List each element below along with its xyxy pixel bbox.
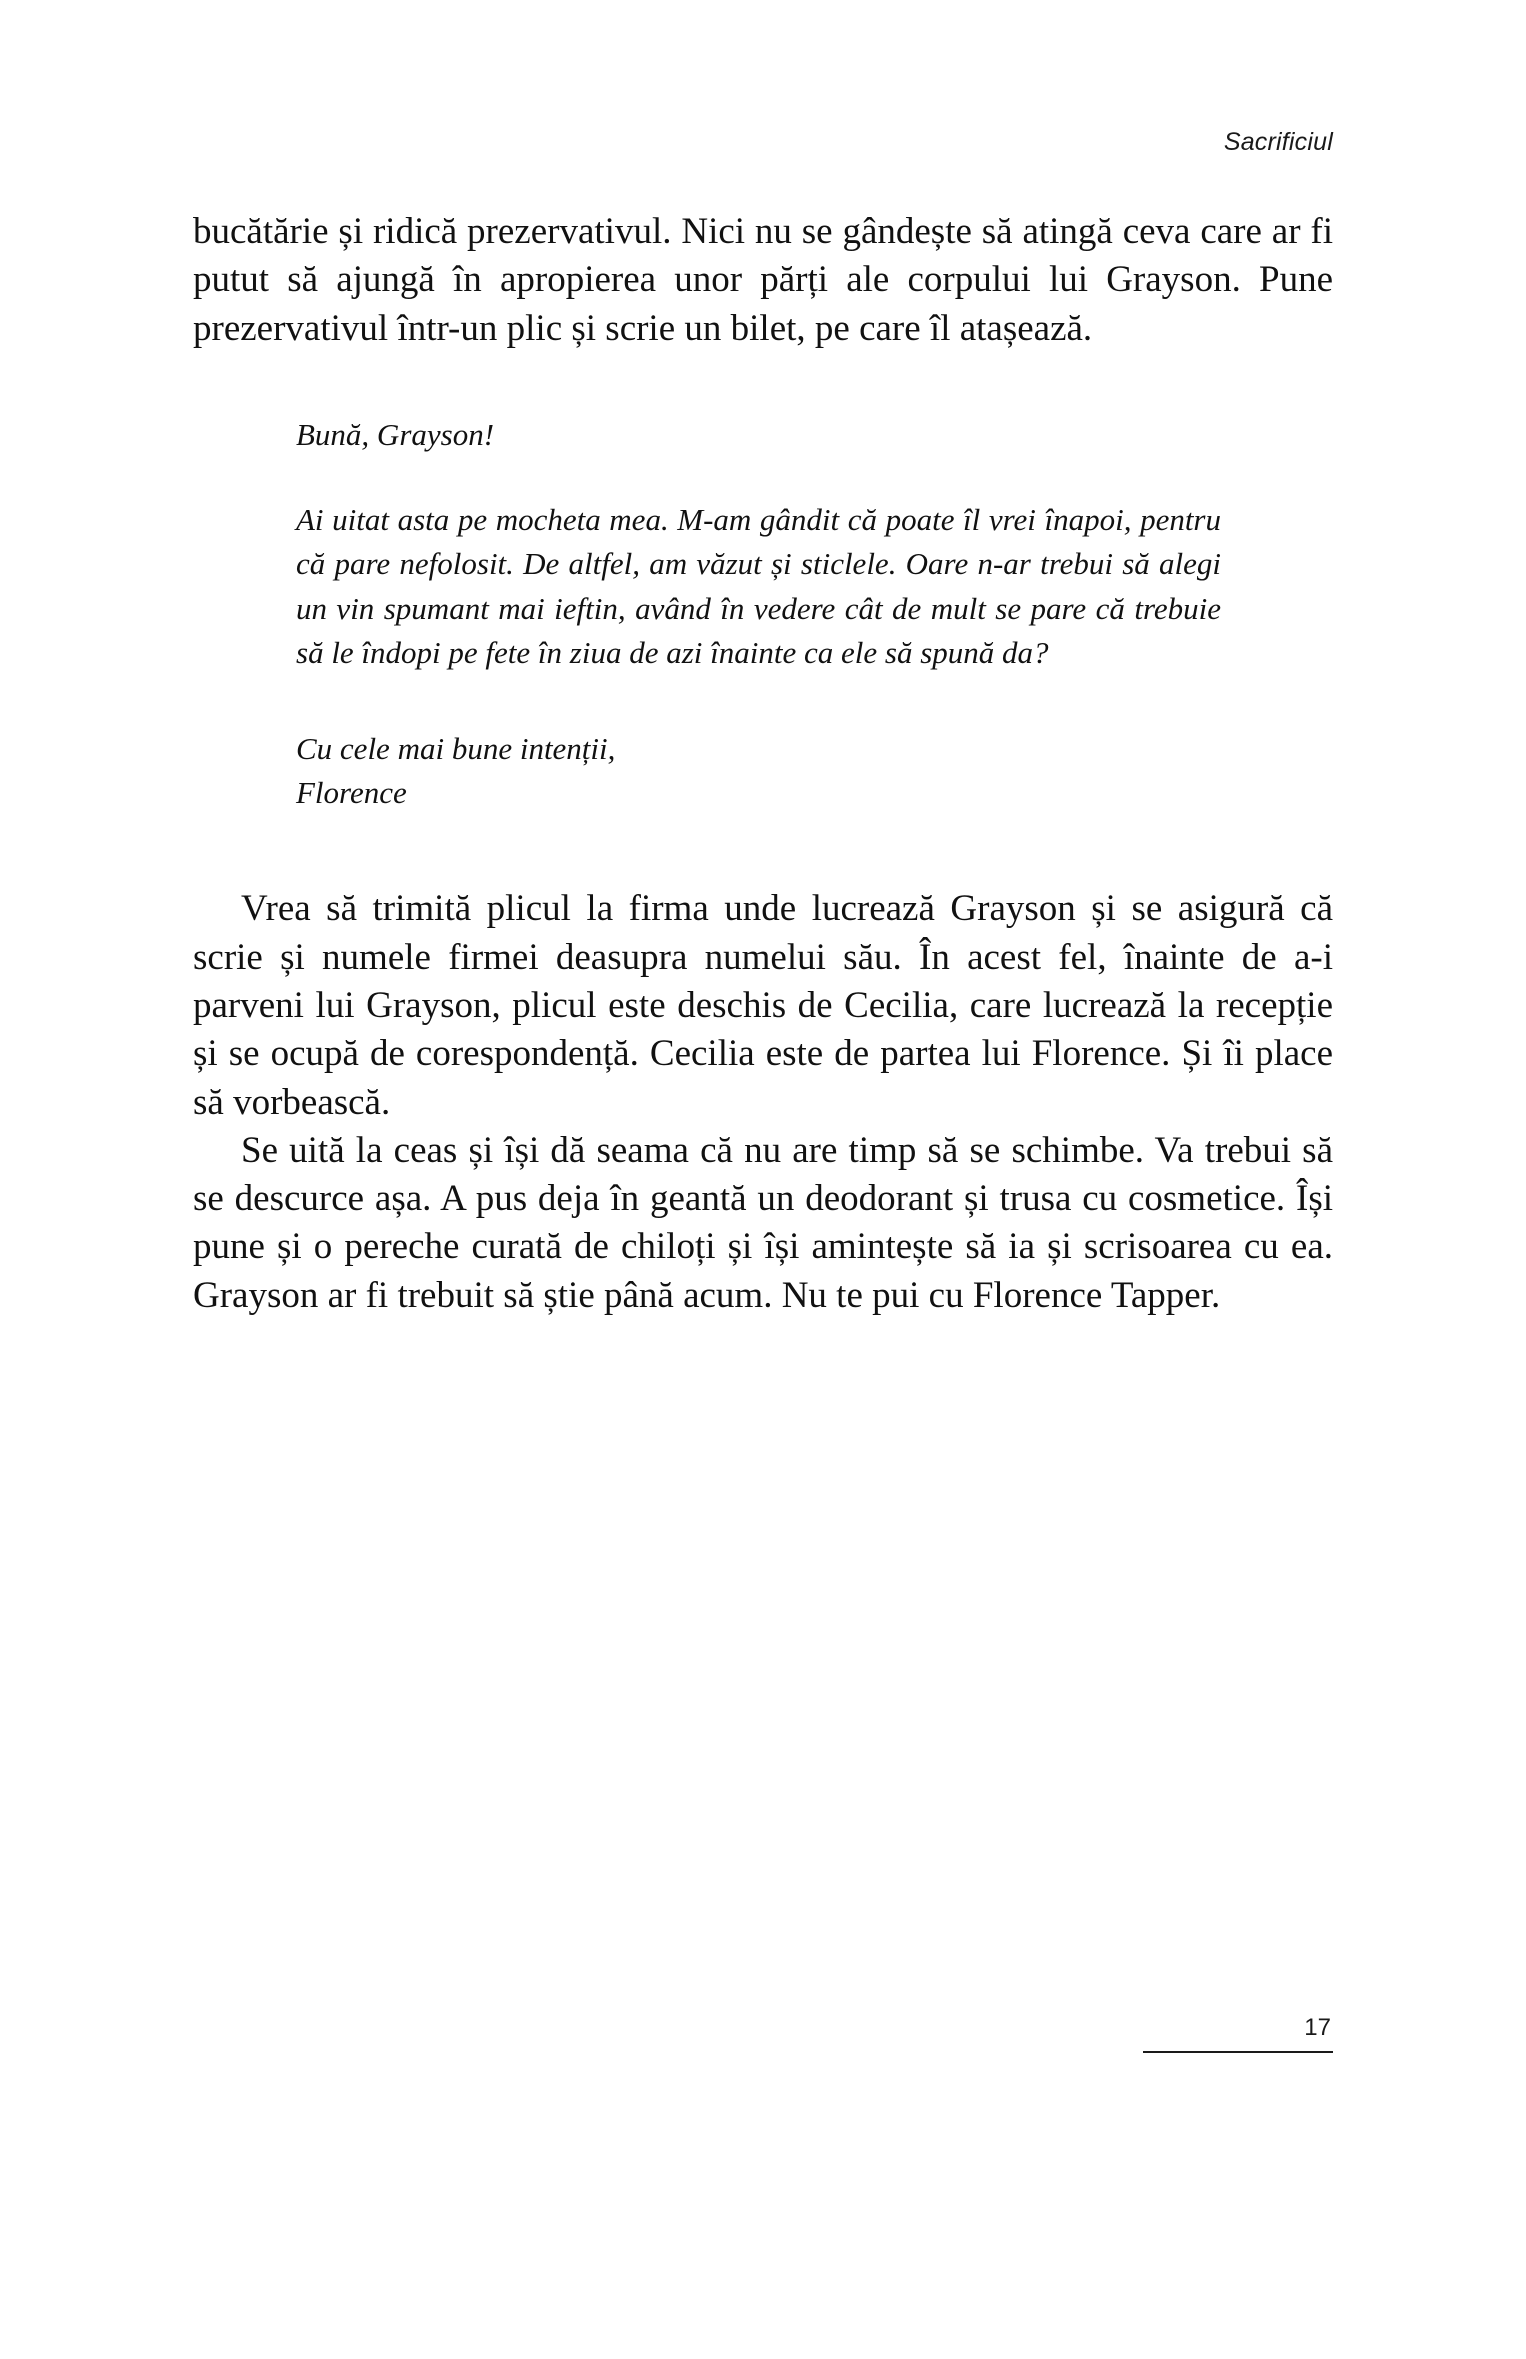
page-body <box>193 208 1333 1320</box>
letter-signature: Florence <box>296 775 407 811</box>
letter-closing: Cu cele mai bune intenții, <box>296 731 616 767</box>
paragraph: Se uită la ceas și își dă seama că nu are timp să se schimbe. Va trebui să se descurce așa. A pus deja în geantă un deodorant și trusa cu cosmetice. Își pune și o pereche curată de chiloți și își amintește să ia și scrisoarea cu ea. Grayson ar fi trebuit să știe până acum. Nu te pui cu Florence Tapper. <box>193 1129 1333 1316</box>
letter-body: Ai uitat asta pe mocheta mea. M-am gândit că poate îl vrei înapoi, pentru că pare nefolosit. De altfel, am văzut și sticlele. Oare n-ar trebui să alegi un vin spumant mai ieftin, având în vedere cât de mult se pare că trebuie să le îndopi pe fete în ziua de azi înainte ca ele să spună da? <box>296 502 1221 671</box>
running-head: Sacrificiul <box>1223 128 1333 156</box>
page-number: 17 <box>1304 2014 1331 2041</box>
letter-greeting: Bună, Grayson! <box>296 416 495 452</box>
folio <box>1143 2014 1333 2053</box>
folio-rule <box>1143 2051 1333 2053</box>
paragraph: Vrea să trimită plicul la firma unde lucrează Grayson și se asigură că scrie și numele firmei deasupra numelui său. În acest fel, înainte de a-i parveni lui Grayson, plicul este deschis de Cecilia, care lucrează la recepție și se ocupă de corespondență. Cecilia este de partea lui Florence. Și îi place să vorbească. <box>193 888 1333 1123</box>
spacer <box>193 815 1333 885</box>
paragraph: bucătărie și ridică prezervativul. Nici nu se gândește să atingă ceva care ar fi putut să ajungă în apropierea unor părți ale corpului lui Grayson. Pune prezervativul într-un plic și scrie un bilet, pe care îl atașează. <box>193 211 1333 349</box>
